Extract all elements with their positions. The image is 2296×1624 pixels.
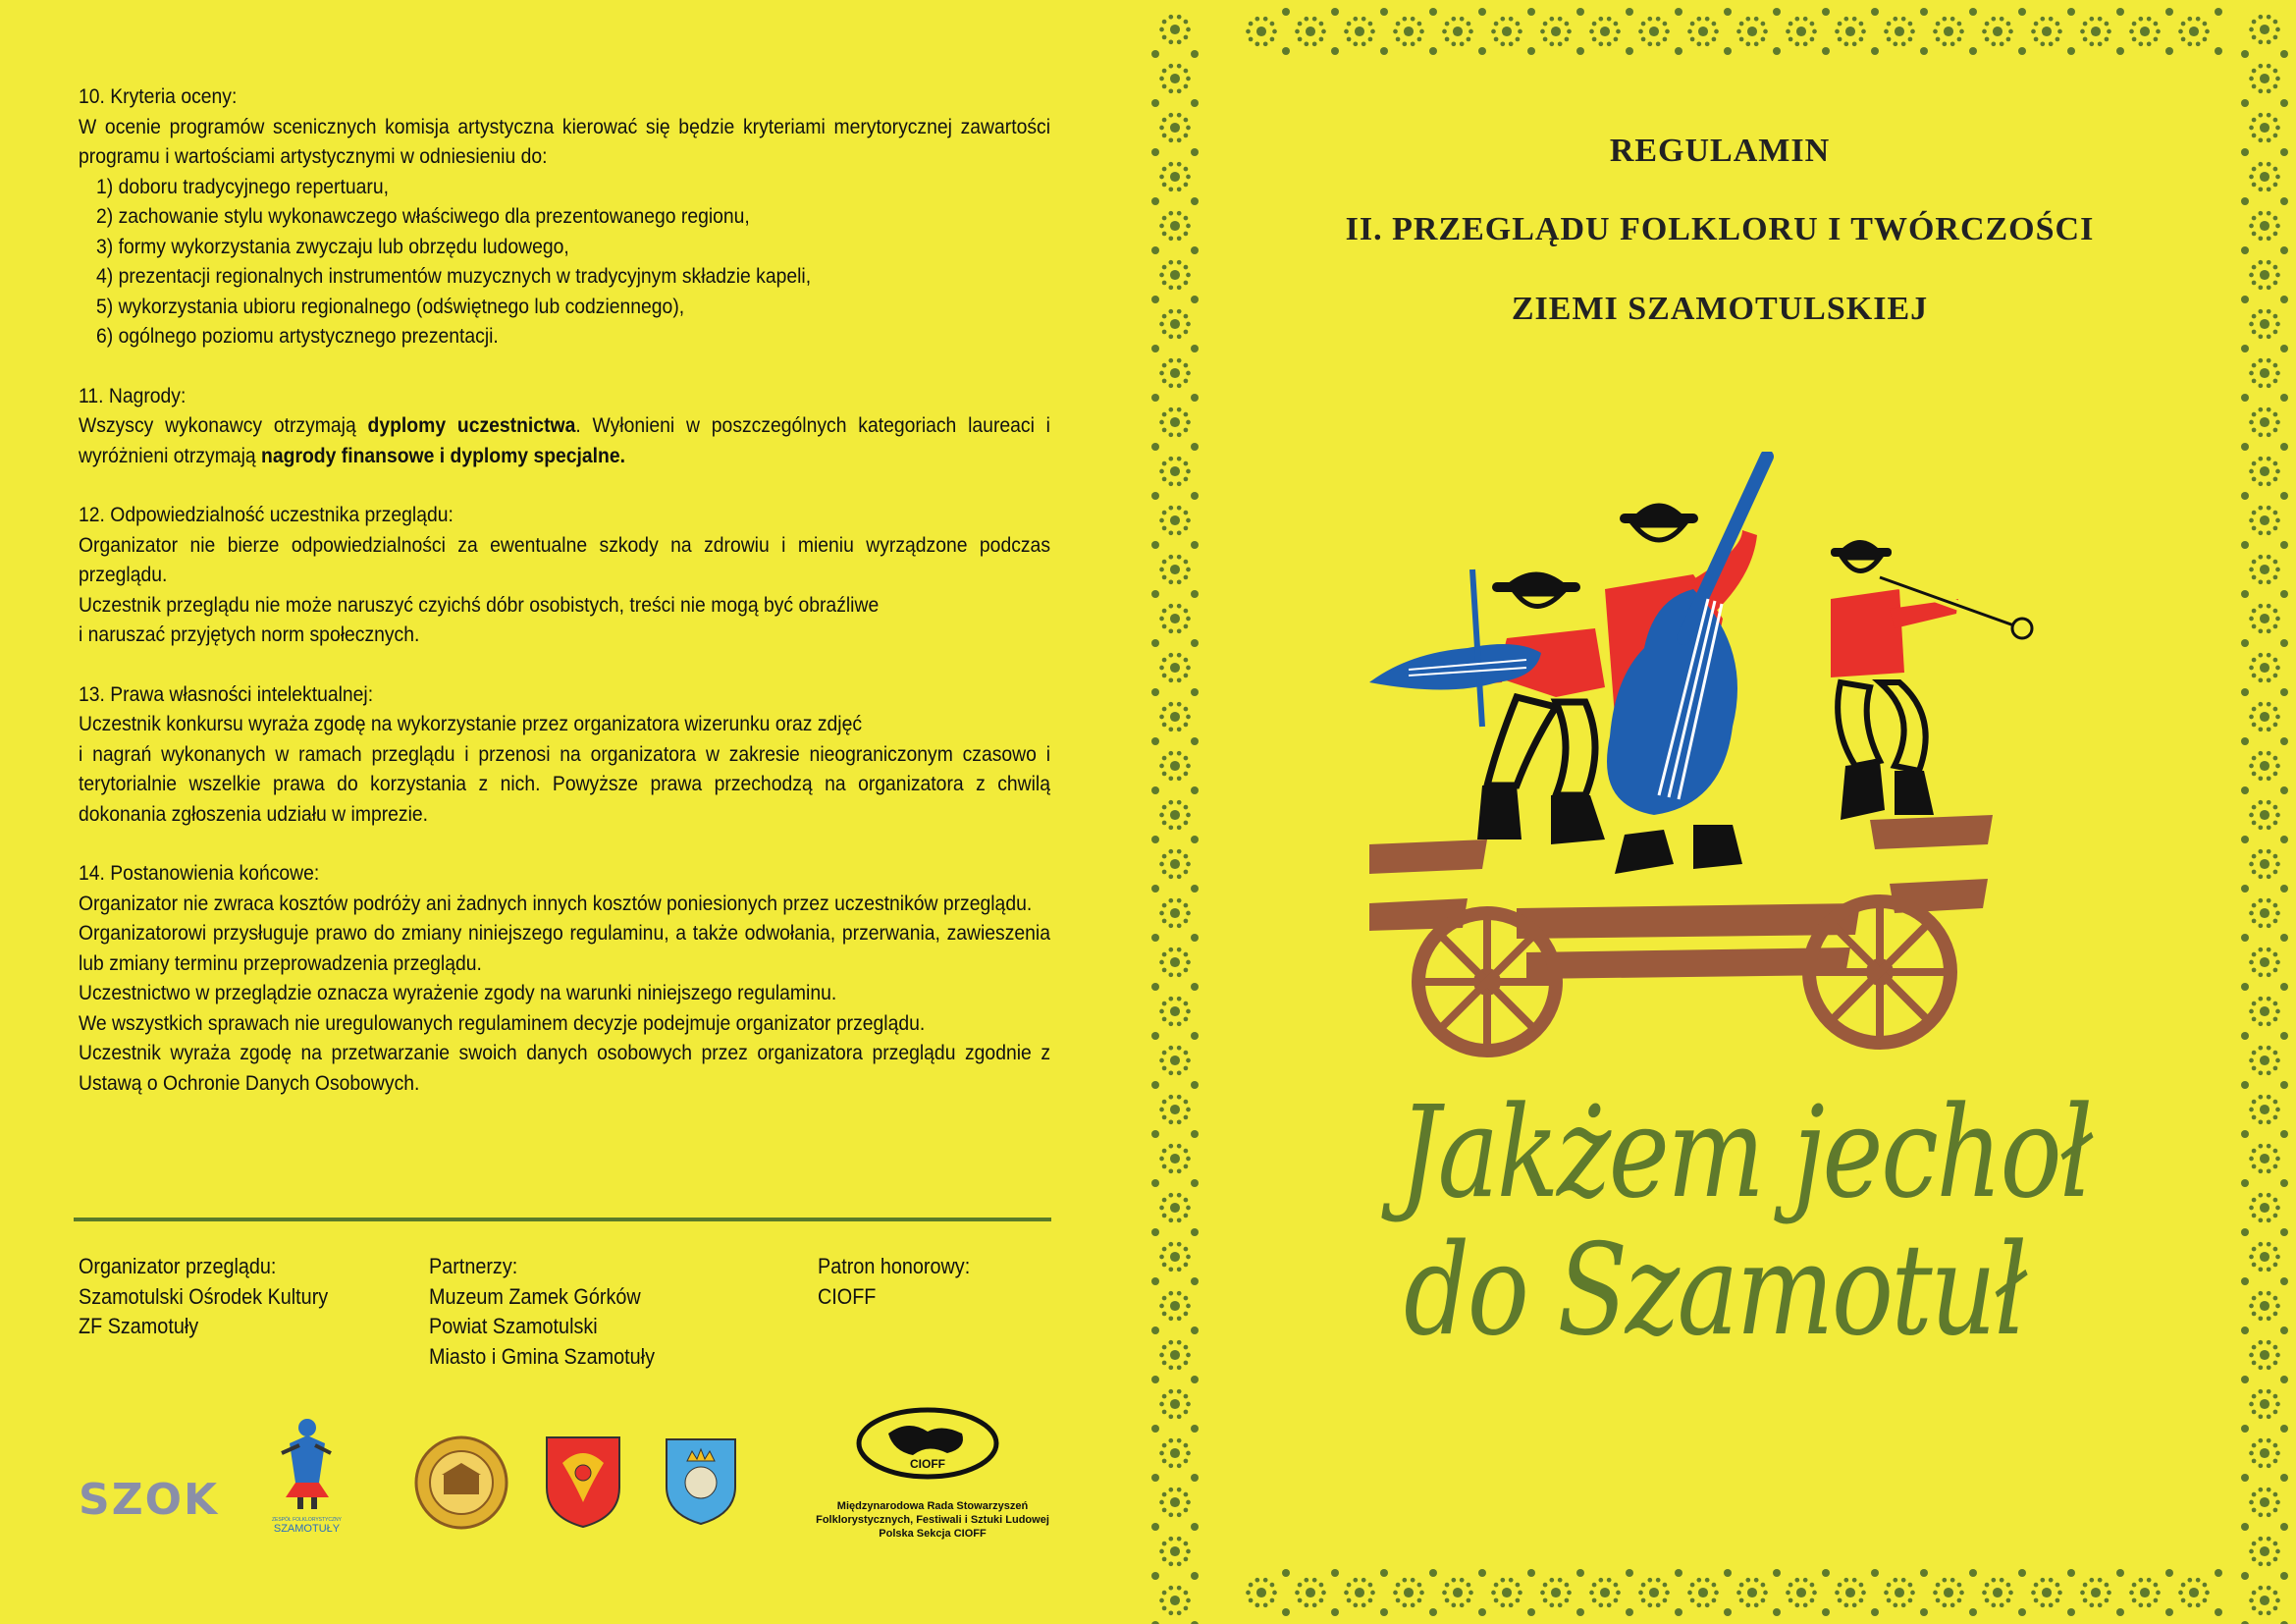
ornament-rosette: [1159, 260, 1191, 290]
section-paragraph: Uczestnik konkursu wyraża zgodę na wykorzystanie przez organizatora wizerunku oraz zdjęć: [79, 712, 863, 735]
ornament-rosette: [1736, 1578, 1768, 1607]
ornament-rosette: [2249, 1046, 2280, 1075]
ornament-rosette: [1638, 1578, 1670, 1607]
ornament-rosette: [1159, 849, 1191, 879]
gmina-crest: [663, 1435, 739, 1533]
ornament-rosette: [1491, 17, 1522, 46]
cioff-caption: [785, 1499, 1080, 1541]
ornament-rosette: [1159, 1438, 1191, 1468]
cover-title-line: REGULAMIN: [1609, 133, 1831, 169]
cioff-globe-icon: [849, 1404, 1006, 1483]
zf-logo-text: SZAMOTUŁY: [273, 1523, 341, 1535]
ornament-rosette: [2249, 1586, 2280, 1615]
ornament-rosette: [2129, 17, 2161, 46]
ornament-rosette: [1159, 1340, 1191, 1370]
ornament-rosette: [2249, 997, 2280, 1026]
ornament-rosette: [1159, 555, 1191, 584]
ornament-rosette: [1159, 800, 1191, 830]
section-paragraph: i naruszać przyjętych norm społecznych.: [79, 623, 420, 646]
partner-item: Miasto i Gmina Szamotuły: [429, 1343, 655, 1369]
ornament-rosette: [1159, 702, 1191, 731]
szok-logo-text: SZOK: [79, 1475, 220, 1525]
wagon-wheel-right: [1809, 901, 1950, 1043]
ornament-rosette: [1159, 407, 1191, 437]
museum-logo: [412, 1434, 510, 1537]
list-item: 6) ogólnego poziomu artystycznego prezentacji.: [96, 324, 499, 348]
ornament-rosette: [1246, 17, 1277, 46]
section-paragraph: Organizator nie bierze odpowiedzialności za ewentualne szkody na zdrowiu i mieniu wyrządzone podczas przeglądu.: [79, 532, 1050, 586]
ornament-rosette: [1393, 17, 1424, 46]
museum-seal-icon: [412, 1434, 510, 1532]
cover-script-line: Jakżem jechoł: [1399, 1080, 2091, 1226]
ornament-rosette: [1295, 17, 1326, 46]
ornament-rosette: [1159, 1488, 1191, 1517]
cioff-logo-text: CIOFF: [910, 1457, 945, 1471]
ornament-rosette: [2249, 653, 2280, 682]
ornament-rosette: [1295, 1578, 1326, 1607]
section-paragraph: We wszystkich sprawach nie uregulowanych regulaminem decyzje podejmuje organizator przeglądu.: [79, 1010, 926, 1035]
ornament-rosette: [1159, 604, 1191, 633]
ornament-rosette: [1786, 17, 1817, 46]
ornament-rosette: [2031, 1578, 2062, 1607]
ornament-rosette: [2249, 1340, 2280, 1370]
partner-item: Muzeum Zamek Górków: [429, 1283, 641, 1309]
section-13: [79, 679, 1050, 830]
ornament-rosette: [2249, 1488, 2280, 1517]
section-paragraph: [79, 410, 1050, 470]
partners-label: Partnerzy:: [429, 1254, 518, 1278]
ornament-rosette: [1933, 1578, 1964, 1607]
section-paragraph: Organizatorowi przysługuje prawo do zmiany niniejszego regulaminu, a także odwołania, przerwania, zawieszenia lub zmiany terminu przeprowadzenia przeglądu.: [79, 921, 1050, 975]
ornament-rosette: [1786, 1578, 1817, 1607]
list-item: 2) zachowanie stylu wykonawczego właściwego dla prezentowanego regionu,: [96, 204, 750, 228]
ornament-rosette: [1589, 17, 1621, 46]
fiddler-figure: [1369, 569, 1605, 844]
section-heading: 12. Odpowiedzialność uczestnika przeglądu:: [79, 503, 454, 526]
ornament-rosette: [2178, 1578, 2210, 1607]
section-heading: 10. Kryteria oceny:: [79, 84, 238, 108]
powiat-crest: [543, 1434, 623, 1535]
patron-label: Patron honorowy:: [818, 1254, 971, 1278]
ornament-rosette: [2129, 1578, 2161, 1607]
gmina-coat-of-arms-icon: [663, 1435, 739, 1528]
ornament-rosette: [1159, 64, 1191, 93]
patron-item: CIOFF: [818, 1283, 877, 1309]
ornament-rosette: [2249, 751, 2280, 781]
section-paragraph: Organizator nie zwraca kosztów podróży ani żadnych innych kosztów poniesionych przez uczestników przeglądu.: [79, 891, 1033, 915]
partner-item: Powiat Szamotulski: [429, 1314, 598, 1338]
ornament-rosette: [1159, 358, 1191, 388]
list-item: 5) wykorzystania ubioru regionalnego (odświętnego lub codziennego),: [96, 294, 685, 318]
ornament-rosette: [1159, 506, 1191, 535]
ornament-rosette: [2249, 1095, 2280, 1124]
ornament-rosette: [2249, 260, 2280, 290]
ornament-rosette: [1159, 1095, 1191, 1124]
ornament-rosette: [2249, 457, 2280, 486]
section-paragraph: i nagrań wykonanych w ramach przeglądu i przenosi na organizatora w zakresie nieograniczonym czasowo i terytorialnie wszelkie prawa do korzystania z nich. Powyższe prawa przechodzą na organizatora z chwilą dokonania zgłoszenia udziału w imprezie.: [79, 741, 1050, 826]
ornament-rosette: [2249, 555, 2280, 584]
ornament-rosette: [2249, 358, 2280, 388]
ornament-rosette: [1159, 1389, 1191, 1419]
list-item: 1) doboru tradycyjnego repertuaru,: [96, 174, 389, 198]
powiat-coat-of-arms-icon: [543, 1434, 623, 1530]
ornament-rosette: [1246, 1578, 1277, 1607]
list-item: 4) prezentacji regionalnych instrumentów muzycznych w tradycyjnym składzie kapeli,: [96, 264, 812, 288]
ornament-rosette: [2249, 1193, 2280, 1222]
ornament-rosette: [2080, 17, 2111, 46]
zf-logo: [270, 1414, 344, 1535]
wagon-wheel-left: [1418, 913, 1556, 1051]
cioff-caption-line: Folklorystycznych, Festiwali i Sztuki Ludowej: [816, 1514, 1049, 1526]
ornament-rosette: [2249, 1291, 2280, 1321]
ornament-rosette: [1159, 751, 1191, 781]
cover-script-line: do Szamotuł: [1404, 1218, 2025, 1364]
list-item: 3) formy wykorzystania zwyczaju lub obrzędu ludowego,: [96, 234, 569, 258]
bass-player-figure: [1605, 457, 1767, 874]
ornament-rosette: [1982, 17, 2013, 46]
ornament-rosette: [1884, 1578, 1915, 1607]
section-heading: 11. Nagrody:: [79, 383, 187, 407]
text-run: Wszyscy wykonawcy otrzymają: [79, 413, 368, 437]
pipe-player-figure: [1831, 540, 2032, 820]
ornament-rosette: [1491, 1578, 1522, 1607]
ornament-rosette: [1540, 1578, 1572, 1607]
ornament-rosette: [2249, 407, 2280, 437]
ornament-rosette: [1589, 1578, 1621, 1607]
organizer-block: [79, 1252, 328, 1342]
ornament-rosette: [2249, 849, 2280, 879]
section-paragraph: W ocenie programów scenicznych komisja artystyczna kierować się będzie kryteriami merytorycznej zawartości programu i wartościami artystycznymi w odniesieniu do:: [79, 114, 1050, 168]
section-paragraph: Uczestnik wyraża zgodę na przetwarzanie swoich danych osobowych przez organizatora przeglądu zgodnie z Ustawą o Ochronie Danych Osobowych.: [79, 1041, 1050, 1095]
ornament-rosette: [1159, 947, 1191, 977]
ornament-rosette: [1344, 1578, 1375, 1607]
ornament-rosette: [2249, 1242, 2280, 1272]
ornament-rosette: [1159, 1291, 1191, 1321]
text-run: . Wyłonieni w poszczególnych kategoriach laureaci i wyróżnieni otrzymają: [79, 413, 1050, 467]
ornament-rosette: [2249, 702, 2280, 731]
ornament-rosette: [2249, 1389, 2280, 1419]
section-10: [79, 81, 1050, 352]
ornament-rosette: [1344, 17, 1375, 46]
ornament-rosette: [1933, 17, 1964, 46]
ornament-rosette: [2249, 947, 2280, 977]
ornament-rosette: [1159, 1242, 1191, 1272]
ornament-rosette: [1159, 1046, 1191, 1075]
ornament-rosette: [2178, 17, 2210, 46]
ornament-rosette: [1736, 17, 1768, 46]
zf-small-text: ZESPÓŁ FOLKLORYSTYCZNY: [271, 1517, 343, 1523]
szok-logo: [79, 1475, 219, 1525]
organizer-item: ZF Szamotuły: [79, 1314, 199, 1338]
ornament-rosette: [2249, 898, 2280, 928]
section-heading: 14. Postanowienia końcowe:: [79, 861, 320, 885]
section-11: [79, 381, 1050, 471]
ornament-rosette: [2031, 17, 2062, 46]
cover-page: [1144, 0, 2296, 1624]
ornament-rosette: [1159, 457, 1191, 486]
section-paragraph: Uczestnictwo w przeglądzie oznacza wyrażenie zgody na warunki niniejszego regulaminu.: [79, 981, 837, 1004]
cioff-caption-line: Międzynarodowa Rada Stowarzyszeń: [836, 1500, 1029, 1512]
divider: [74, 1218, 1051, 1221]
ornament-rosette: [1159, 898, 1191, 928]
cioff-caption-line: Polska Sekcja CIOFF: [879, 1528, 987, 1540]
cioff-logo: [849, 1404, 1006, 1488]
ornament-rosette: [1540, 17, 1572, 46]
ornament-rosette: [1159, 997, 1191, 1026]
ornament-rosette: [1687, 1578, 1719, 1607]
ornament-rosette: [1442, 1578, 1473, 1607]
patron-block: [818, 1252, 970, 1312]
rules-text: [79, 81, 1050, 1127]
ornament-rosette: [1982, 1578, 2013, 1607]
ornament-rosette: [2249, 64, 2280, 93]
ornament-rosette: [1884, 17, 1915, 46]
section-heading: 13. Prawa własności intelektualnej:: [79, 681, 374, 706]
organizer-label: Organizator przeglądu:: [79, 1254, 277, 1278]
ornament-rosette: [1159, 1193, 1191, 1222]
ornament-rosette: [1159, 653, 1191, 682]
ornament-rosette: [1687, 17, 1719, 46]
ornament-rosette: [1159, 1586, 1191, 1615]
section-12: [79, 500, 1050, 650]
ornament-rosette: [2249, 1144, 2280, 1173]
ornament-rosette: [2080, 1578, 2111, 1607]
partners-block: [429, 1252, 655, 1372]
ornament-rosette: [1159, 15, 1191, 44]
ornament-rosette: [2249, 1438, 2280, 1468]
ornament-rosette: [1835, 17, 1866, 46]
section-14: [79, 858, 1050, 1098]
ornament-rosette: [2249, 506, 2280, 535]
ornament-rosette: [2249, 15, 2280, 44]
cover-title-line: II. PRZEGLĄDU FOLKLORU I TWÓRCZOŚCI: [1345, 211, 2095, 247]
ornament-rosette: [1159, 1144, 1191, 1173]
organizer-item: Szamotulski Ośrodek Kultury: [79, 1283, 329, 1309]
section-paragraph: Uczestnik przeglądu nie może naruszyć czyichś dóbr osobistych, treści nie mogą być obraźliwe: [79, 592, 880, 617]
folk-musicians-illustration: [1369, 452, 2037, 1080]
cover-title-line: ZIEMI SZAMOTULSKIEJ: [1511, 291, 1929, 327]
ornament-rosette: [1159, 1537, 1191, 1566]
ornament-rosette: [1835, 1578, 1866, 1607]
ornament-rosette: [1442, 17, 1473, 46]
bold-run: nagrody finansowe i dyplomy specjalne.: [261, 443, 626, 467]
ornament-rosette: [1393, 1578, 1424, 1607]
ornament-rosette: [1638, 17, 1670, 46]
bold-run: dyplomy uczestnictwa: [367, 413, 576, 437]
ornament-rosette: [2249, 1537, 2280, 1566]
ornament-rosette: [2249, 604, 2280, 633]
ornament-rosette: [2249, 800, 2280, 830]
rules-page: [0, 0, 1129, 1624]
dancers-icon: [270, 1414, 344, 1512]
